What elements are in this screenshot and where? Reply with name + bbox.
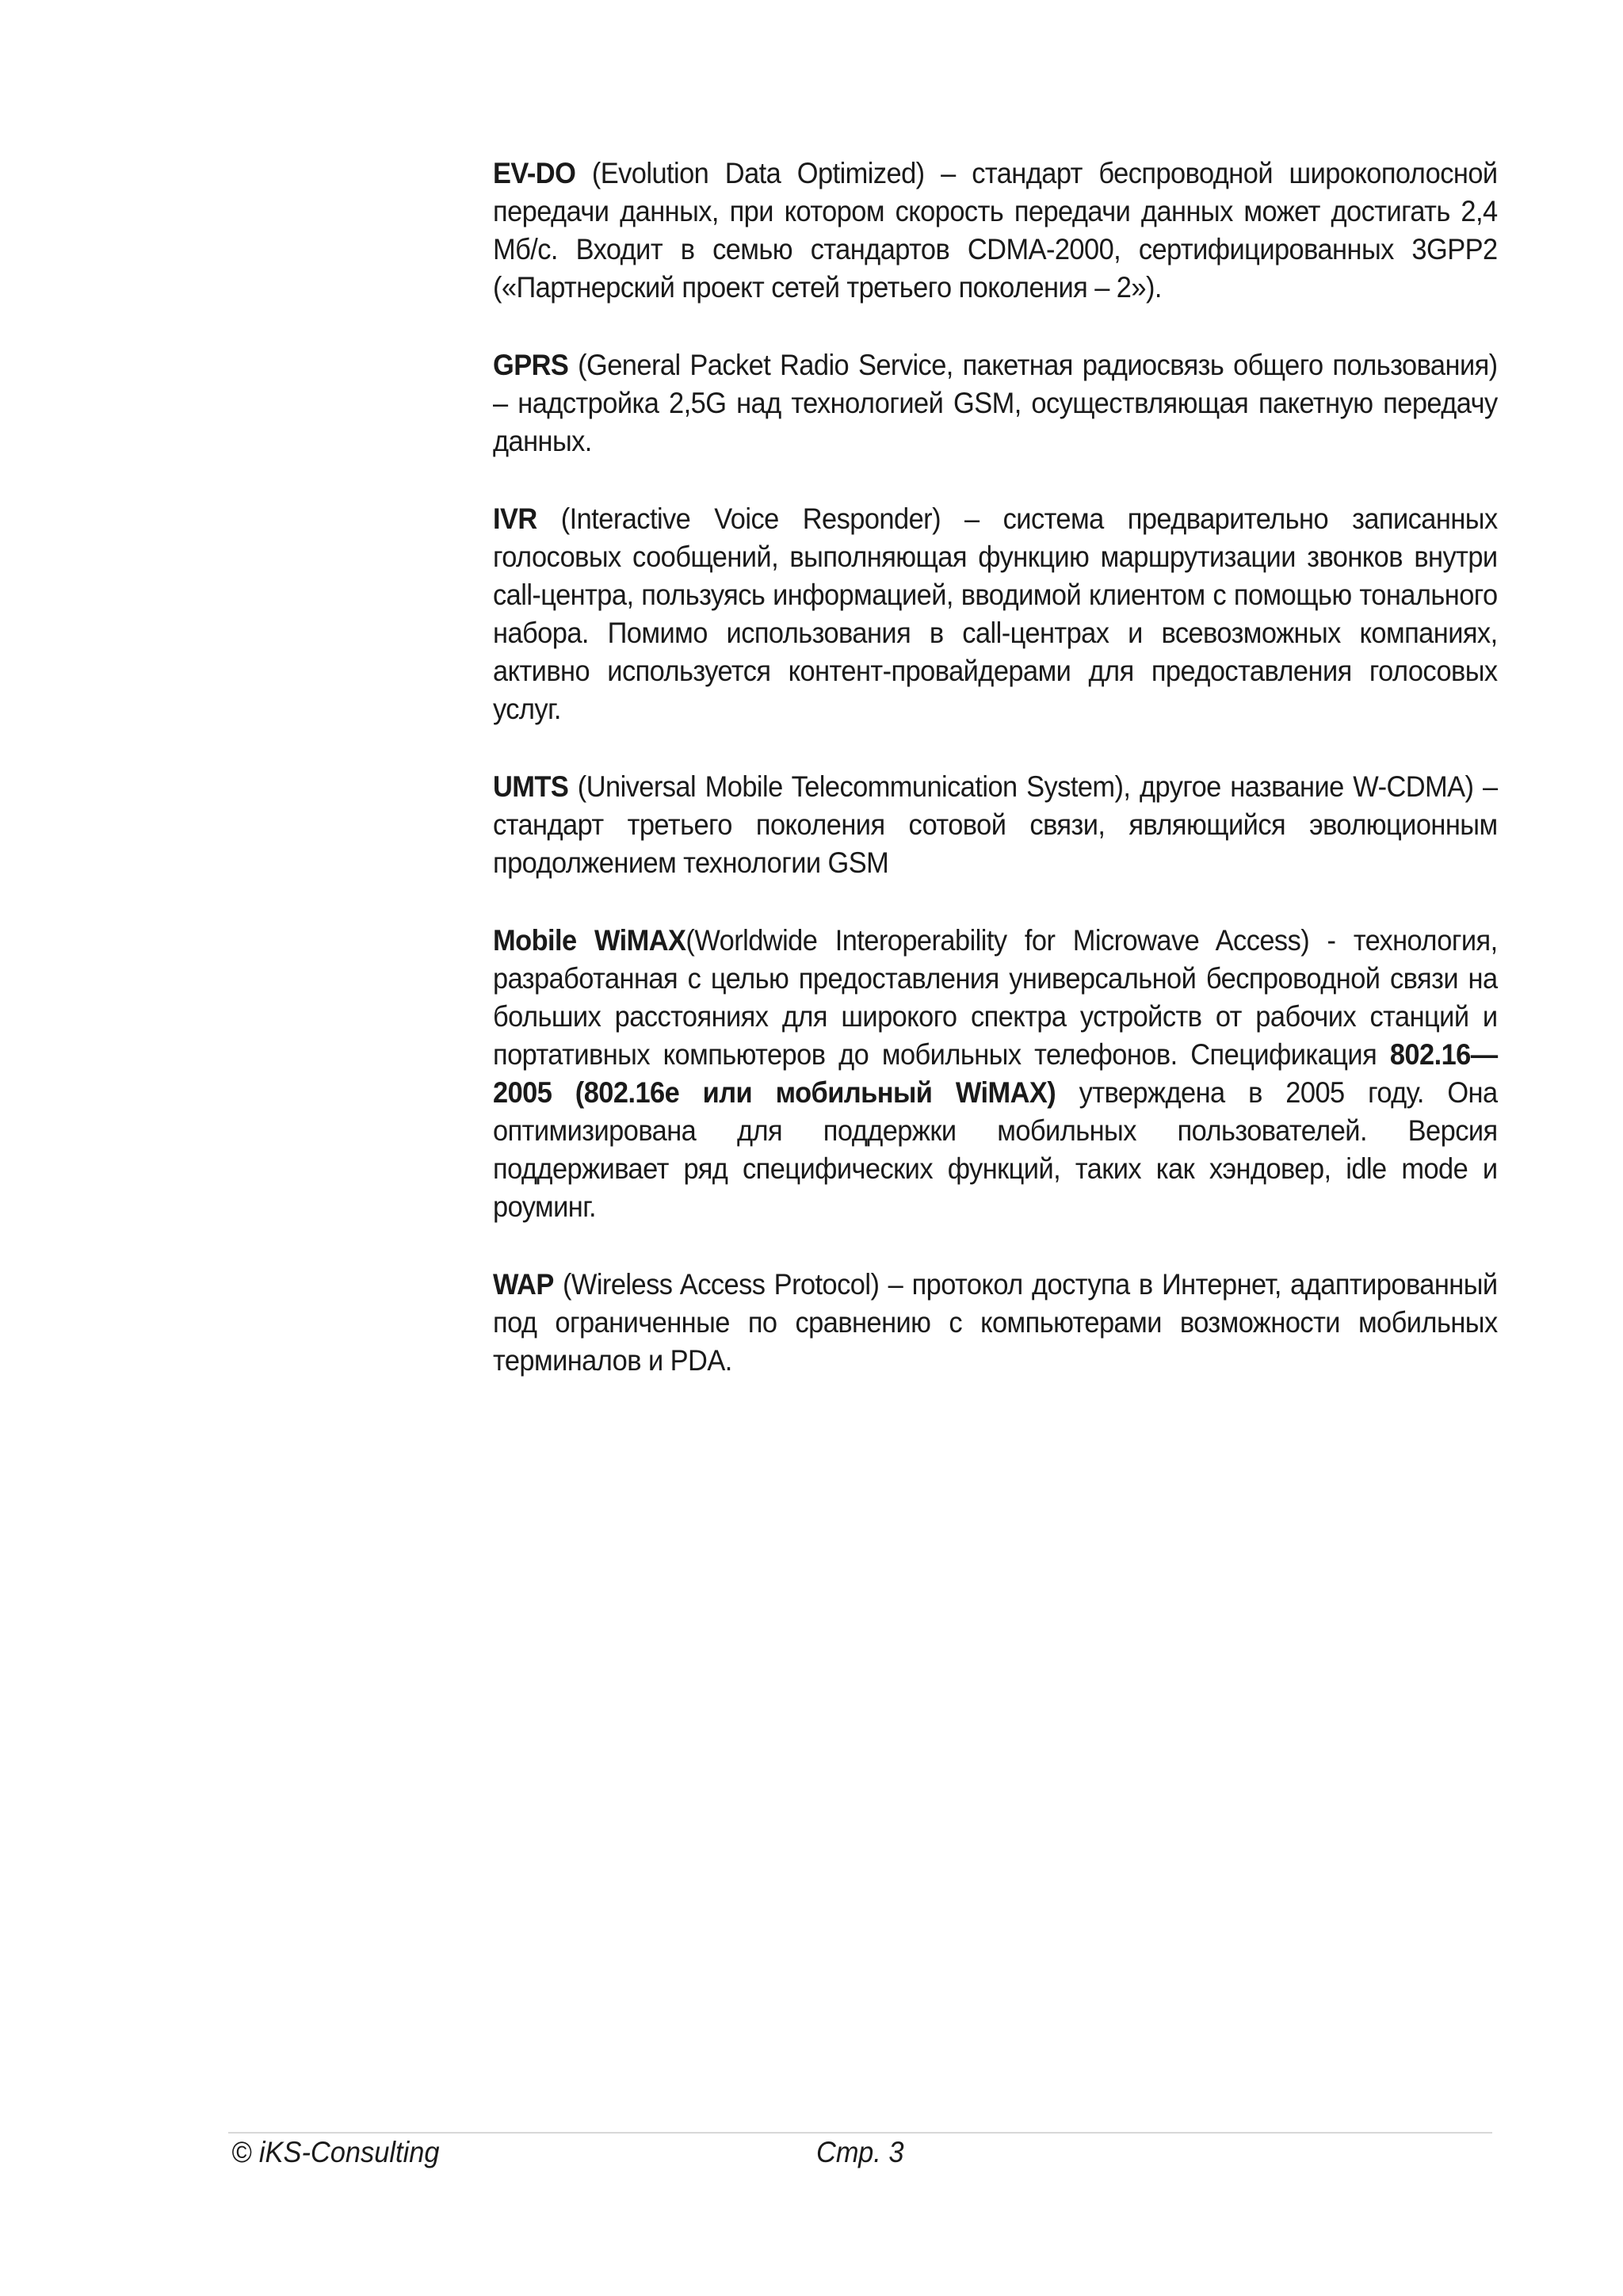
glossary-entry-mobile-wimax (493, 922, 1498, 1226)
glossary-content (493, 155, 1498, 1419)
footer-copyright: © iKS-Consulting (231, 2136, 440, 2168)
term-evdo: EV-DO (493, 157, 576, 189)
definition-mobile-wimax-tail: утверждена в 2005 году. Она оптимизирована для поддержки мобильных пользователей. Версия поддерживает ряд специфических функций, таких как хэндовер, idle mode и роуминг. (493, 1076, 1498, 1223)
glossary-entry-gprs (493, 346, 1498, 460)
footer-page-number: Стр. 3 (816, 2136, 904, 2168)
term-ivr: IVR (493, 502, 537, 535)
glossary-entry-evdo (493, 155, 1498, 307)
term-gprs: GPRS (493, 349, 569, 381)
term-umts: UMTS (493, 770, 569, 803)
term-wap: WAP (493, 1268, 554, 1301)
glossary-entry-wap (493, 1266, 1498, 1380)
definition-umts: (Universal Mobile Telecommunication System), другое название W-CDMA) – стандарт третьего поколения сотовой связи, являющийся эволюционным продолжением технологии GSM (493, 770, 1498, 879)
footer-divider (228, 2132, 1492, 2134)
definition-mobile-wimax: (Worldwide Interoperability for Microwave Access) - технология, разработанная с целью предоставления универсальной беспроводной связи на больших расстояниях для широкого спектра устройств от рабочих станций и портативных компьютеров до мобильных телефонов. Спецификация (493, 924, 1498, 1071)
definition-wap: (Wireless Access Protocol) – протокол доступа в Интернет, адаптированный под ограниченные по сравнению с компьютерами возможности мобильных терминалов и PDA. (493, 1268, 1498, 1377)
glossary-entry-ivr (493, 500, 1498, 728)
definition-gprs: (General Packet Radio Service, пакетная радиосвязь общего пользования) – надстройка 2,5G над технологией GSM, осуществляющая пакетную передачу данных. (493, 349, 1498, 457)
definition-ivr: (Interactive Voice Responder) – система предварительно записанных голосовых сообщений, выполняющая функцию маршрутизации звонков внутри call-центра, пользуясь информацией, вводимой клиентом с помощью тонального набора. Помимо использования в call-центрах и всевозможных компаниях, активно используется контент-провайдерами для предоставления голосовых услуг. (493, 502, 1498, 725)
term-mobile-wimax: Mobile WiMAX (493, 924, 686, 957)
glossary-entry-umts (493, 768, 1498, 882)
definition-evdo: (Evolution Data Optimized) – стандарт беспроводной широкополосной передачи данных, при котором скорость передачи данных может достигать 2,4 Мб/с. Входит в семью стандартов CDMA-2000, сертифицированных 3GPP2 («Партнерский проект сетей третьего поколения – 2»). (493, 157, 1498, 304)
wimax-spec-bold: 802.16—2005 (802.16e или мобильный WiMAX) (493, 1038, 1498, 1109)
